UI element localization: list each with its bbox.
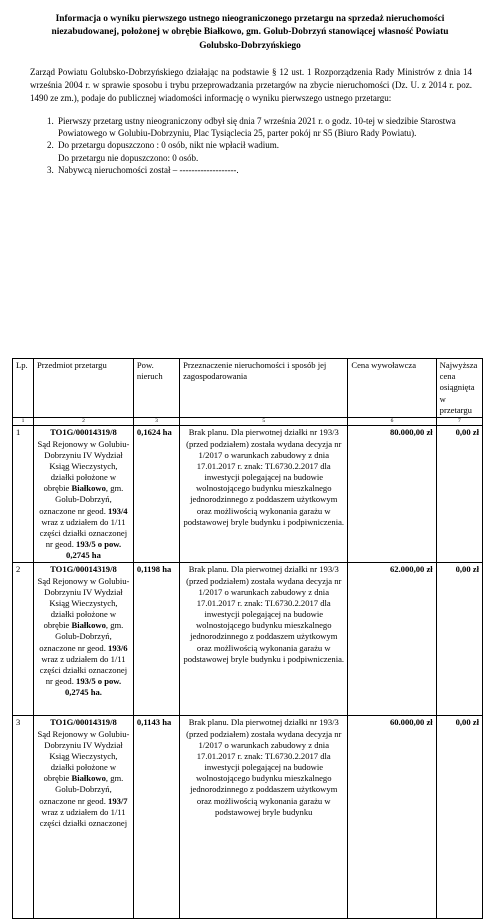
list-item-text: Nabywcą nieruchomości został – -------------------. [58,164,239,175]
location-text: działki położone w obrębie [43,609,117,631]
list-item-text: Pierwszy przetarg ustny nieograniczony odbył się dnia 7 września 2021 r. o godz. 10-tej w siedzibie Starostwa Powiatowego w Golubiu-Dobrzyniu, Plac Tysiąclecia 25, parter pokój nr S5 (Biuro Rady Powiatu). [58,116,456,139]
court-name: Sąd Rejonowy w Golubiu-Dobrzyniu IV Wydział Ksiąg Wieczystych, [37,438,130,471]
column-number: 1 [13,417,34,426]
row-lp: 1 [13,426,34,563]
row-area: 0,1198 ha [133,563,179,716]
header-area: Pow. nieruch [133,359,179,418]
intro-paragraph: Zarząd Powiatu Golubsko-Dobrzyńskiego działając na podstawie § 12 ust. 1 Rozporządzenia Rady Ministrów z dnia 14 września 2004 r. w sprawie sposobu i trybu przeprowadzania przetargów na zbycie nieruchomości (Dz. U. z 2014 r. poz. 1490 ze zm.), podaje do publicznej wiadomości informację o wyniku pierwszego ustnego przetargu: [30,67,472,104]
list-item-text: Do przetargu dopuszczono : 0 osób, nikt nie wpłacił wadium. [58,140,280,151]
parcel-number: 193/7 [108,795,128,806]
list-item [56,115,476,139]
row-purpose: Brak planu. Dla pierwotnej działki nr 193/3 (przed podziałem) została wydana decyzja nr 1/2017 o warunkach zabudowy z dnia 17.01.2017 r. znak: TI.6730.2.2017 dla inwestycji polegającej na budowie wolnostojącego budynku mieszkalnego jednorodzinnego z poddaszem użytkowym oraz możliwością wykonania garażu w podstawowej bryle budynku [180,716,348,919]
share-text: wraz z udziałem do 1/11 części działki oznaczonej nr geod. [39,516,128,550]
row-start-price: 80.000,00 zł [348,426,436,563]
row-highest-price: 0,00 zł [436,563,482,716]
row-subject [34,426,134,563]
location-text: , gm. Golub-Dobrzyń, oznaczone nr geod. [39,483,124,516]
table-row [13,426,483,563]
share-parcel: 193/5 o pow. 0,2745 ha [66,539,122,561]
row-purpose: Brak planu. Dla pierwotnej działki nr 193/3 (przed podziałem) została wydana decyzja nr 1/2017 o warunkach zabudowy z dnia 17.01.2017 r. znak: TI.6730.2.2017 dla inwestycji polegającej na budowie wolnostojącego budynku mieszkalnego jednorodzinnego z poddaszem użytkowym oraz możliwością wykonania garażu w podstawowej bryle budynku i podpiwniczenia. [180,426,348,563]
table-header-row [13,359,483,418]
village-name: Białkowo [71,483,106,494]
location-text: działki położone w obrębie [43,762,117,784]
auction-table [12,358,483,919]
table-row [13,563,483,716]
list-item [56,164,476,176]
column-number: 3 [133,417,179,426]
document-title: Informacja o wyniku pierwszego ustnego nieograniczonego przetargu na sprzedaż nieruchomości niezabudowanej, położonej w obrębie Białkowo, gm. Golub-Dobrzyń stanowiącej własność Powiatu Golubsko-Dobrzyńskiego [51,14,449,51]
row-subject [34,716,134,919]
land-register-number: TO1G/00014319/8 [50,427,117,438]
court-name: Sąd Rejonowy w Golubiu-Dobrzyniu IV Wydział Ksiąg Wieczystych, [37,575,130,608]
row-start-price: 62.000,00 zł [348,563,436,716]
row-area: 0,1624 ha [133,426,179,563]
row-lp: 2 [13,563,34,716]
parcel-number: 193/4 [108,505,128,516]
row-highest-price: 0,00 zł [436,716,482,919]
village-name: Białkowo [71,773,106,784]
column-number: 6 [348,417,436,426]
location-text: działki położone w obrębie [43,472,117,494]
column-number: 2 [34,417,134,426]
header-highest-price: Najwyższa cena osiągnięta w przetargu [436,359,482,418]
header-purpose: Przeznaczenie nieruchomości i sposób jej zagospodarowania [180,359,348,418]
location-text: , gm. Golub-Dobrzyń, oznaczone nr geod. [39,620,124,653]
result-list [24,115,476,176]
row-area: 0,1143 ha [133,716,179,919]
village-name: Białkowo [71,620,106,631]
list-item [56,139,476,163]
list-item-subtext: Do przetargu nie dopuszczono: 0 osób. [58,152,199,163]
row-purpose: Brak planu. Dla pierwotnej działki nr 193/3 (przed podziałem) została wydana decyzja nr 1/2017 o warunkach zabudowy z dnia 17.01.2017 r. znak: TI.6730.2.2017 dla inwestycji polegającej na budowie wolnostojącego budynku mieszkalnego jednorodzinnego z poddaszem użytkowym oraz możliwością wykonania garażu w podstawowej bryle budynku i podpiwniczenia. [180,563,348,716]
column-number: 5 [180,417,348,426]
document-page [0,13,500,828]
land-register-number: TO1G/00014319/8 [50,564,117,575]
share-parcel: 193/5 o pow. 0,2745 ha. [64,676,122,698]
location-text: , gm. Golub-Dobrzyń, oznaczone nr geod. [39,773,124,806]
header-start-price: Cena wywoławcza [348,359,436,418]
parcel-number: 193/6 [108,642,128,653]
share-text: wraz z udziałem do 1/11 części działki oznaczonej nr geod. [39,653,128,687]
row-start-price: 60.000,00 zł [348,716,436,919]
share-text: wraz z udziałem do 1/11 części działki oznaczonej [39,806,128,828]
row-lp: 3 [13,716,34,919]
court-name: Sąd Rejonowy w Golubiu-Dobrzyniu IV Wydział Ksiąg Wieczystych, [37,728,130,761]
column-number-row [13,417,483,426]
row-subject [34,563,134,716]
header-subject: Przedmiot przetargu [34,359,134,418]
header-lp: Lp. [13,359,34,418]
row-highest-price: 0,00 zł [436,426,482,563]
table-row [13,716,483,919]
column-number: 7 [436,417,482,426]
land-register-number: TO1G/00014319/8 [50,717,117,728]
